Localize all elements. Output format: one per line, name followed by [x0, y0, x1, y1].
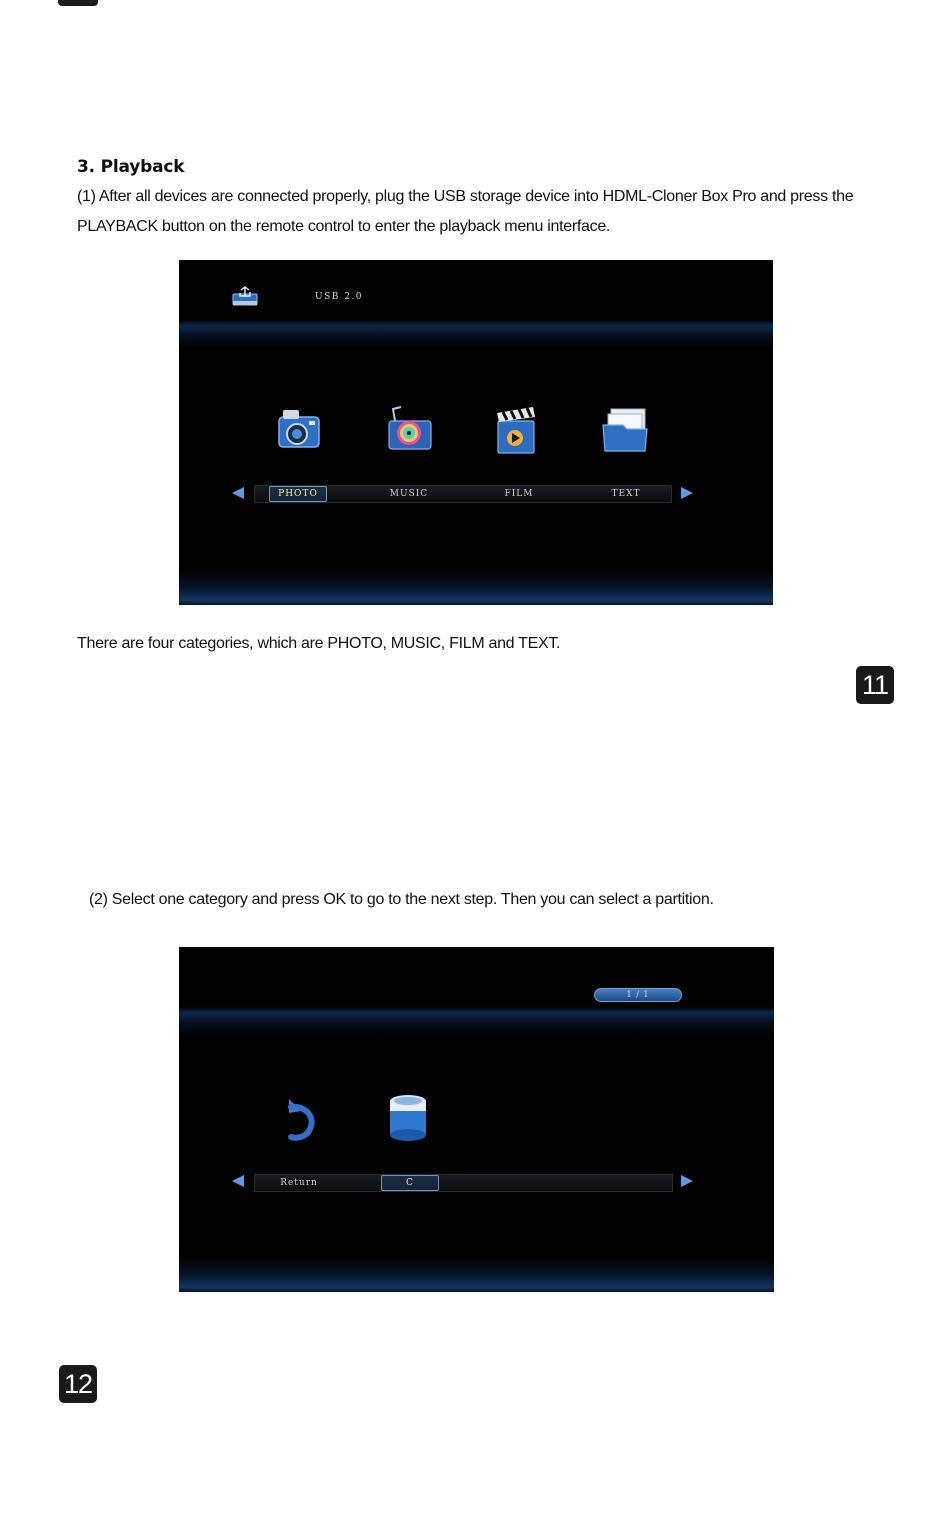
- scroll-left-arrow-icon[interactable]: [232, 1175, 244, 1187]
- category-music[interactable]: MUSIC: [389, 489, 429, 499]
- playback-menu-screenshot: [179, 260, 773, 605]
- category-text[interactable]: TEXT: [611, 489, 641, 499]
- scroll-right-arrow-icon[interactable]: [681, 1175, 693, 1187]
- footer-band: [179, 571, 773, 605]
- drive-cylinder-icon: [387, 1093, 429, 1143]
- category-menu-bar: [254, 485, 672, 503]
- page-number-badge: 11: [856, 666, 894, 704]
- clapperboard-icon: [493, 405, 541, 457]
- instruction-paragraph-1: (1) After all devices are connected properly, plug the USB storage device into HDML-Cloner Box Pro and press the PLAYBACK button on the remote control to enter the playback menu interface.: [77, 188, 854, 235]
- category-film[interactable]: FILM: [504, 489, 534, 499]
- partition-menu-bar: [254, 1174, 673, 1192]
- categories-paragraph: There are four categories, which are PHOTO, MUSIC, FILM and TEXT.: [77, 635, 561, 652]
- music-projector-icon: [383, 405, 437, 455]
- page-number-badge: 12: [59, 1365, 97, 1403]
- instruction-paragraph-2: (2) Select one category and press OK to go to the next step. Then you can select a partition.: [89, 891, 714, 908]
- scroll-left-arrow-icon[interactable]: [232, 487, 244, 499]
- scroll-right-arrow-icon[interactable]: [681, 487, 693, 499]
- return-item[interactable]: Return: [280, 1178, 318, 1188]
- section-heading: 3. Playback: [77, 157, 185, 177]
- partition-menu-screenshot: [179, 947, 774, 1292]
- usb-drive-icon: [231, 286, 259, 308]
- header-band: [179, 1007, 774, 1035]
- partition-c-item[interactable]: C: [381, 1175, 439, 1191]
- source-label: USB 2.0: [315, 292, 364, 302]
- footer-band: [179, 1258, 774, 1292]
- header-band: [179, 320, 773, 348]
- camera-icon: [275, 405, 323, 451]
- document-folder-icon: [601, 405, 651, 453]
- category-photo[interactable]: PHOTO: [269, 486, 327, 502]
- page-tab-marker: [58, 0, 98, 6]
- page-indicator: 1 / 1: [594, 988, 682, 1002]
- return-arrow-icon: [283, 1095, 319, 1143]
